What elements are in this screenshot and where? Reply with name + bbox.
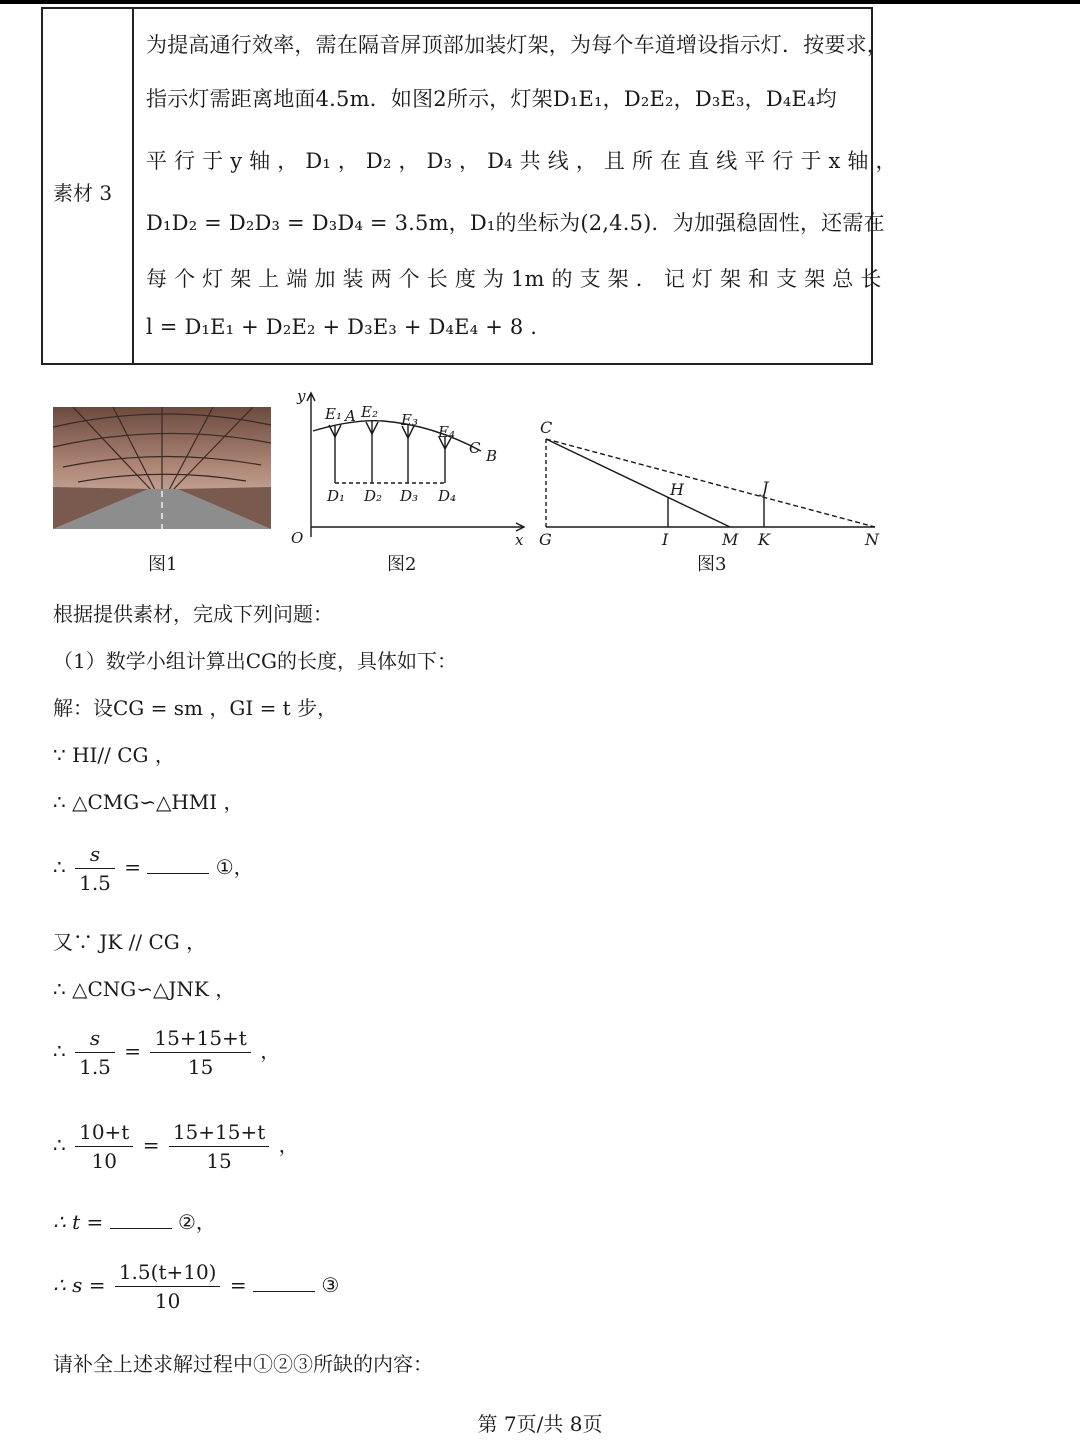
material-label: 素材 3	[53, 181, 113, 205]
eq2-left-fraction	[75, 1024, 115, 1081]
fig2-caption: 图2	[387, 554, 417, 575]
equation-5	[53, 1258, 339, 1315]
fig2-b-label: B	[486, 447, 498, 465]
eq1-suffix: ①，	[215, 855, 254, 879]
fig2-c-label: C	[469, 439, 481, 457]
fig3-n-label: N	[865, 530, 879, 549]
fig3-m-label: M	[722, 530, 739, 549]
fig2-e2-label: E₂	[361, 403, 378, 421]
question-1: （1）数学小组计算出CG的长度，具体如下：	[53, 649, 458, 673]
eq4-suffix: ②，	[177, 1210, 216, 1234]
fig3-caption: 图3	[697, 554, 727, 575]
step-parallel-2: 又∵ JK // CG ，	[53, 930, 207, 954]
fig3-k-label: K	[758, 530, 770, 549]
equation-3	[53, 1118, 299, 1175]
fig2-e4-label: E₄	[438, 423, 455, 441]
fig2-diagram	[283, 385, 533, 550]
eq5-num: 1.5(t+10)	[115, 1258, 221, 1287]
eq5-den: 10	[154, 1289, 181, 1313]
fig2-d1-label: D₁	[327, 487, 346, 505]
material-line-1: 为提高通行效率，需在隔音屏顶部加装灯架，为每个车道增设指示灯．按要求，	[146, 33, 888, 57]
eq3-right-fraction	[169, 1118, 269, 1175]
fig3-diagram	[532, 415, 887, 555]
eq5-fraction	[115, 1258, 221, 1315]
eq2-prefix: ∴	[53, 1039, 66, 1063]
eq3-left-den: 10	[91, 1149, 117, 1173]
eq2-right-fraction	[150, 1024, 250, 1081]
material-line-3: 平 行 于 y 轴 ， D₁ ， D₂ ， D₃ ， D₄ 共 线 ， 且 所 在 直 线 平 行 于 x 轴 ，	[146, 149, 897, 173]
equation-4	[53, 1206, 216, 1235]
solution-setup: 解：设CG = sm ，GI = t 步，	[53, 696, 338, 720]
fig2-x-label: x	[515, 531, 524, 549]
step-similar-2: ∴ △CNG∽△JNK ，	[53, 977, 236, 1001]
blank-2[interactable]	[110, 1227, 172, 1229]
eq5-equals: =	[229, 1273, 247, 1297]
eq1-den: 1.5	[79, 871, 111, 895]
eq3-equals: =	[142, 1133, 160, 1157]
eq2-right-num: 15+15+t	[150, 1024, 250, 1053]
eq3-prefix: ∴	[53, 1133, 66, 1157]
eq1-num: s	[75, 840, 115, 869]
fig3-c-label: C	[540, 418, 553, 437]
eq3-left-fraction	[75, 1118, 133, 1175]
final-instruction: 请补全上述求解过程中①②③所缺的内容：	[53, 1352, 433, 1376]
eq3-left-num: 10+t	[75, 1118, 133, 1147]
material-line-4: D₁D₂ = D₂D₃ = D₃D₄ = 3.5m，D₁的坐标为(2,4.5)．为加强稳固性，还需在	[146, 211, 885, 235]
step-parallel-1: ∵ HI// CG ，	[53, 743, 175, 767]
fig1-caption: 图1	[148, 554, 178, 575]
eq2-left-num: s	[75, 1024, 115, 1053]
blank-1[interactable]	[147, 872, 209, 874]
fig2-e1-label: E₁	[325, 405, 342, 423]
fig2-d3-label: D₃	[400, 487, 419, 505]
page-footer: 第 7页/共 8页	[477, 1412, 603, 1436]
fig2-y-label: y	[297, 387, 306, 405]
eq3-suffix: ，	[278, 1133, 299, 1157]
blank-3[interactable]	[253, 1290, 315, 1292]
material-line-6: l = D₁E₁ + D₂E₂ + D₃E₃ + D₄E₄ + 8 .	[146, 315, 538, 339]
eq5-suffix: ③	[321, 1273, 340, 1297]
intro-text: 根据提供素材，完成下列问题：	[53, 602, 333, 626]
eq2-equals: =	[124, 1039, 142, 1063]
fig2-d2-label: D₂	[364, 487, 383, 505]
fig3-i-label: I	[662, 530, 669, 549]
table-divider	[132, 9, 134, 363]
eq5-prefix: ∴ s =	[53, 1273, 106, 1297]
fig3-h-label: H	[670, 480, 684, 499]
step-similar-1: ∴ △CMG∽△HMI ，	[53, 790, 244, 814]
equation-1	[53, 840, 254, 897]
equation-2	[53, 1024, 280, 1081]
eq3-right-den: 15	[206, 1149, 232, 1173]
fig2-a-label: A	[345, 407, 356, 425]
eq3-right-num: 15+15+t	[169, 1118, 269, 1147]
fig2-e3-label: E₃	[401, 411, 418, 429]
material-table	[41, 7, 897, 365]
eq1-fraction	[75, 840, 115, 897]
material-line-2: 指示灯需距离地面4.5m．如图2所示，灯架D₁E₁，D₂E₂，D₃E₃，D₄E₄均	[146, 87, 837, 111]
top-border	[0, 0, 1080, 4]
eq2-left-den: 1.5	[79, 1055, 111, 1079]
fig3-j-label: J	[762, 478, 769, 497]
fig2-origin-label: O	[291, 529, 304, 547]
eq4-text: ∴ t =	[53, 1210, 104, 1234]
eq1-equals: =	[124, 855, 142, 879]
material-line-5: 每 个 灯 架 上 端 加 装 两 个 长 度 为 1m 的 支 架 ． 记 灯 架 和 支 架 总 长	[146, 267, 882, 291]
eq2-suffix: ，	[260, 1039, 281, 1063]
tunnel-photo	[53, 407, 271, 529]
fig2-d4-label: D₄	[438, 487, 457, 505]
eq2-right-den: 15	[187, 1055, 214, 1079]
fig3-g-label: G	[539, 530, 552, 549]
eq1-prefix: ∴	[53, 855, 66, 879]
